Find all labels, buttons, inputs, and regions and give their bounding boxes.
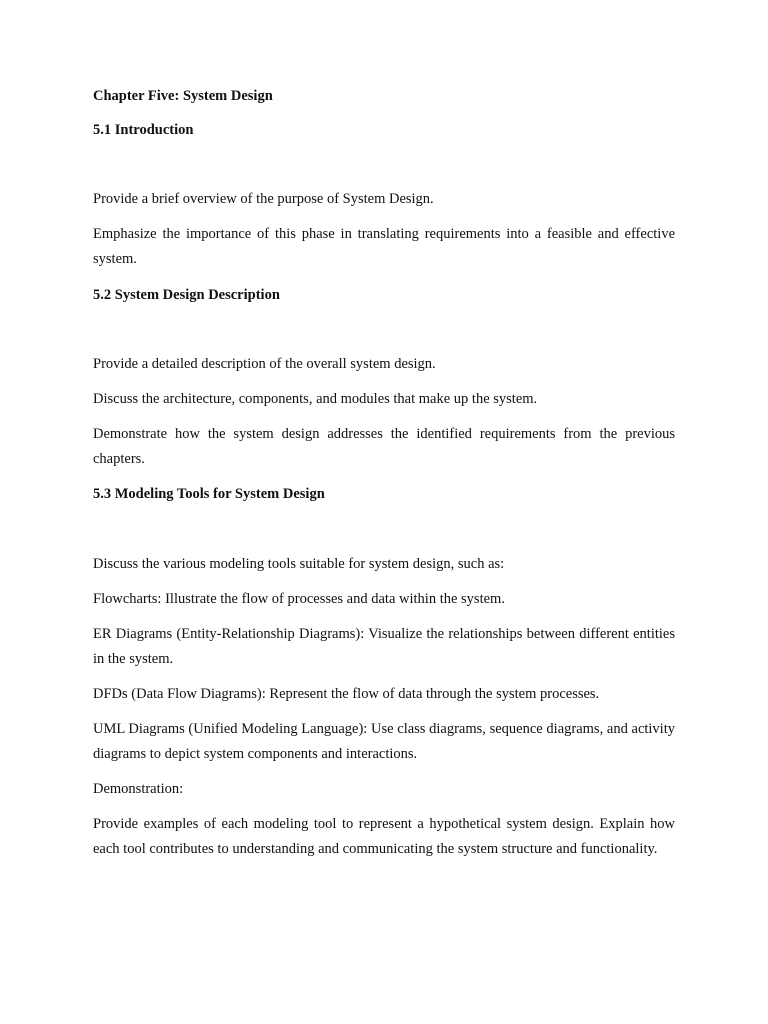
paragraph: Provide a detailed description of the overall system design. (93, 356, 436, 372)
paragraph: Demonstrate how the system design addresses the identified requirements from the previous chapters. (93, 426, 675, 467)
paragraph: UML Diagrams (Unified Modeling Language): Use class diagrams, sequence diagrams, and activity diagrams to depict system components and interactions. (93, 721, 675, 762)
paragraph: Emphasize the importance of this phase in translating requirements into a feasible and effective system. (93, 226, 675, 267)
paragraph: ER Diagrams (Entity-Relationship Diagrams): Visualize the relationships between different entities in the system. (93, 626, 675, 667)
paragraph: Discuss the architecture, components, and modules that make up the system. (93, 391, 538, 407)
section-heading-system-design-description: 5.2 System Design Description (93, 287, 280, 303)
paragraph: Provide a brief overview of the purpose of System Design. (93, 191, 434, 207)
section-heading-modeling-tools: 5.3 Modeling Tools for System Design (93, 486, 325, 502)
chapter-title: Chapter Five: System Design (93, 88, 273, 104)
paragraph: Demonstration: (93, 781, 184, 797)
paragraph: Flowcharts: Illustrate the flow of processes and data within the system. (93, 591, 505, 607)
paragraph: Discuss the various modeling tools suitable for system design, such as: (93, 556, 505, 572)
paragraph: Provide examples of each modeling tool to represent a hypothetical system design. Explain how each tool contributes to understanding and communicating the system structure and functionality. (93, 816, 675, 857)
paragraph: DFDs (Data Flow Diagrams): Represent the flow of data through the system processes. (93, 686, 600, 702)
section-heading-introduction: 5.1 Introduction (93, 122, 194, 138)
